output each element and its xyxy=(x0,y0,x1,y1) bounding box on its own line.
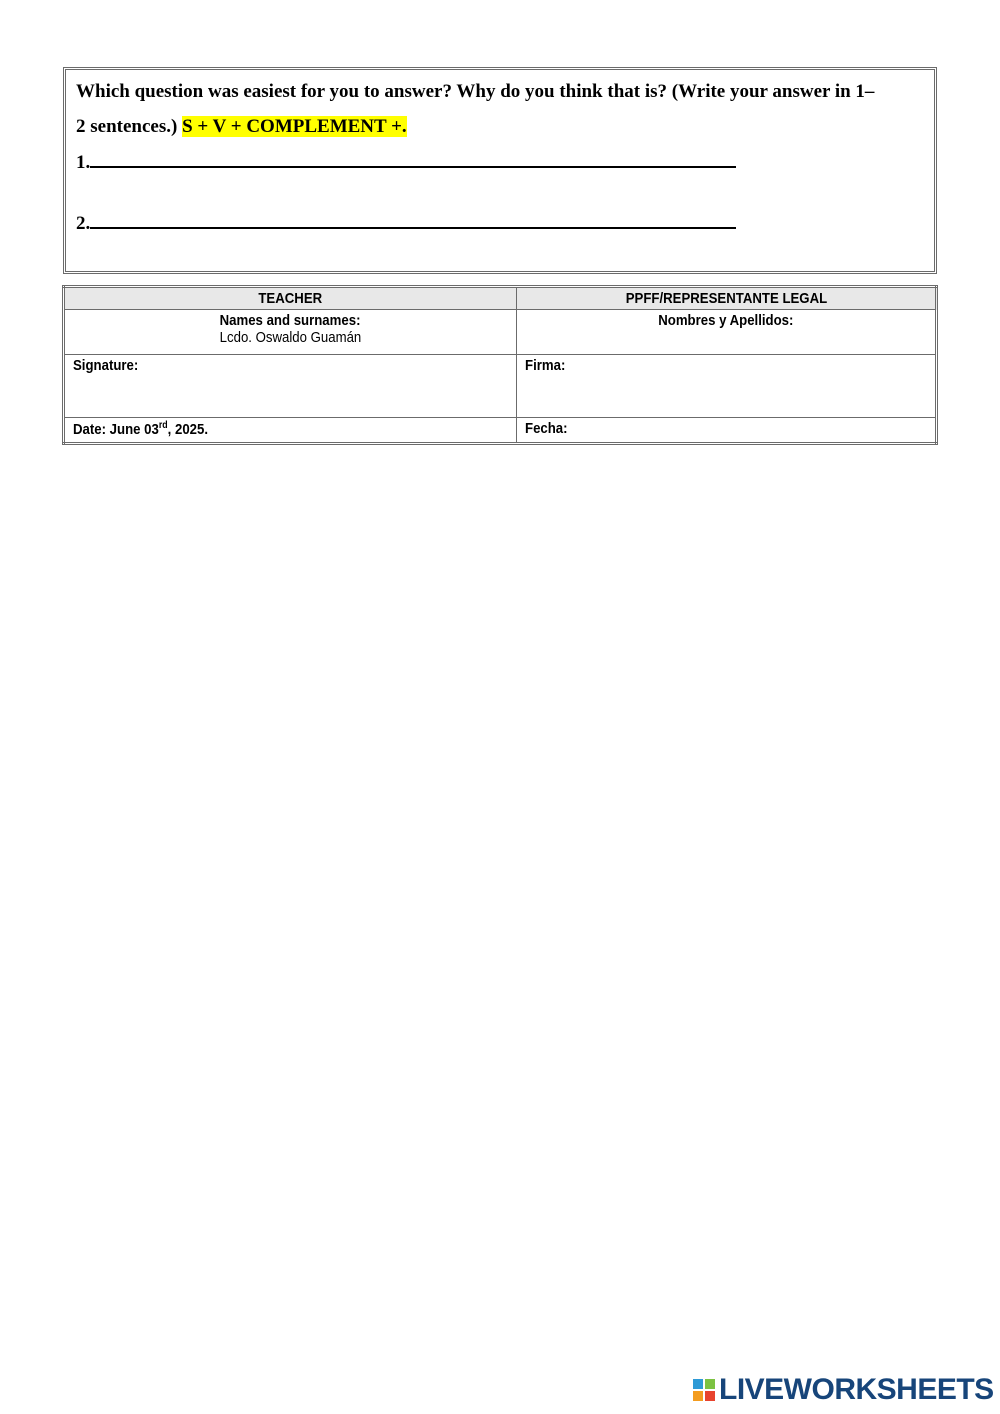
teacher-date-cell xyxy=(64,418,517,444)
question-line-1: Which question was easiest for you to answer? Why do you think that is? (Write your answer in 1– xyxy=(76,81,875,102)
parent-header-cell xyxy=(517,287,937,310)
logo-square-orange xyxy=(692,1390,704,1402)
teacher-date xyxy=(73,420,208,438)
teacher-signature-cell[interactable] xyxy=(64,355,517,418)
names-row xyxy=(64,310,937,355)
parent-names-cell[interactable] xyxy=(517,310,937,355)
teacher-signature-label: Signature: xyxy=(73,357,139,374)
teacher-name: Lcdo. Oswaldo Guamán xyxy=(219,329,362,346)
brand-name: LIVEWORKSHEETS xyxy=(719,1373,994,1406)
answer-line-2[interactable] xyxy=(76,205,924,241)
logo-square-red xyxy=(704,1390,716,1402)
parent-date-cell[interactable] xyxy=(517,418,937,444)
question-line-2 xyxy=(76,109,924,144)
parent-names-label: Nombres y Apellidos: xyxy=(658,312,794,329)
question-line-2-prefix: 2 sentences.) xyxy=(76,116,183,137)
teacher-header: TEACHER xyxy=(258,290,323,307)
teacher-header-cell xyxy=(64,287,517,310)
liveworksheets-logo-icon xyxy=(692,1378,716,1402)
answer-2-blank[interactable] xyxy=(90,205,736,229)
date-row xyxy=(64,418,937,444)
answer-line-1[interactable] xyxy=(76,144,924,180)
parent-signature-label: Firma: xyxy=(525,357,566,374)
structure-highlight: S + V + COMPLEMENT +. xyxy=(182,116,407,137)
parent-header: PPFF/REPRESENTANTE LEGAL xyxy=(625,290,827,307)
answer-2-label: 2. xyxy=(76,213,91,234)
signature-row xyxy=(64,355,937,418)
teacher-names-label: Names and surnames: xyxy=(220,312,361,329)
question-text xyxy=(76,74,924,144)
signature-table xyxy=(62,285,938,445)
signature-table-header-row xyxy=(64,287,937,310)
teacher-date-ordinal: rd xyxy=(158,420,168,431)
parent-date-label: Fecha: xyxy=(525,420,568,437)
answer-1-label: 1. xyxy=(76,152,91,173)
question-box xyxy=(63,67,937,274)
liveworksheets-brand[interactable] xyxy=(692,1374,994,1406)
answer-1-blank[interactable] xyxy=(90,144,736,168)
teacher-names-cell xyxy=(64,310,517,355)
teacher-date-prefix: Date: June 03 xyxy=(73,421,159,438)
logo-square-green xyxy=(704,1378,716,1390)
logo-square-blue xyxy=(692,1378,704,1390)
parent-signature-cell[interactable] xyxy=(517,355,937,418)
teacher-date-suffix: , 2025. xyxy=(167,421,209,438)
